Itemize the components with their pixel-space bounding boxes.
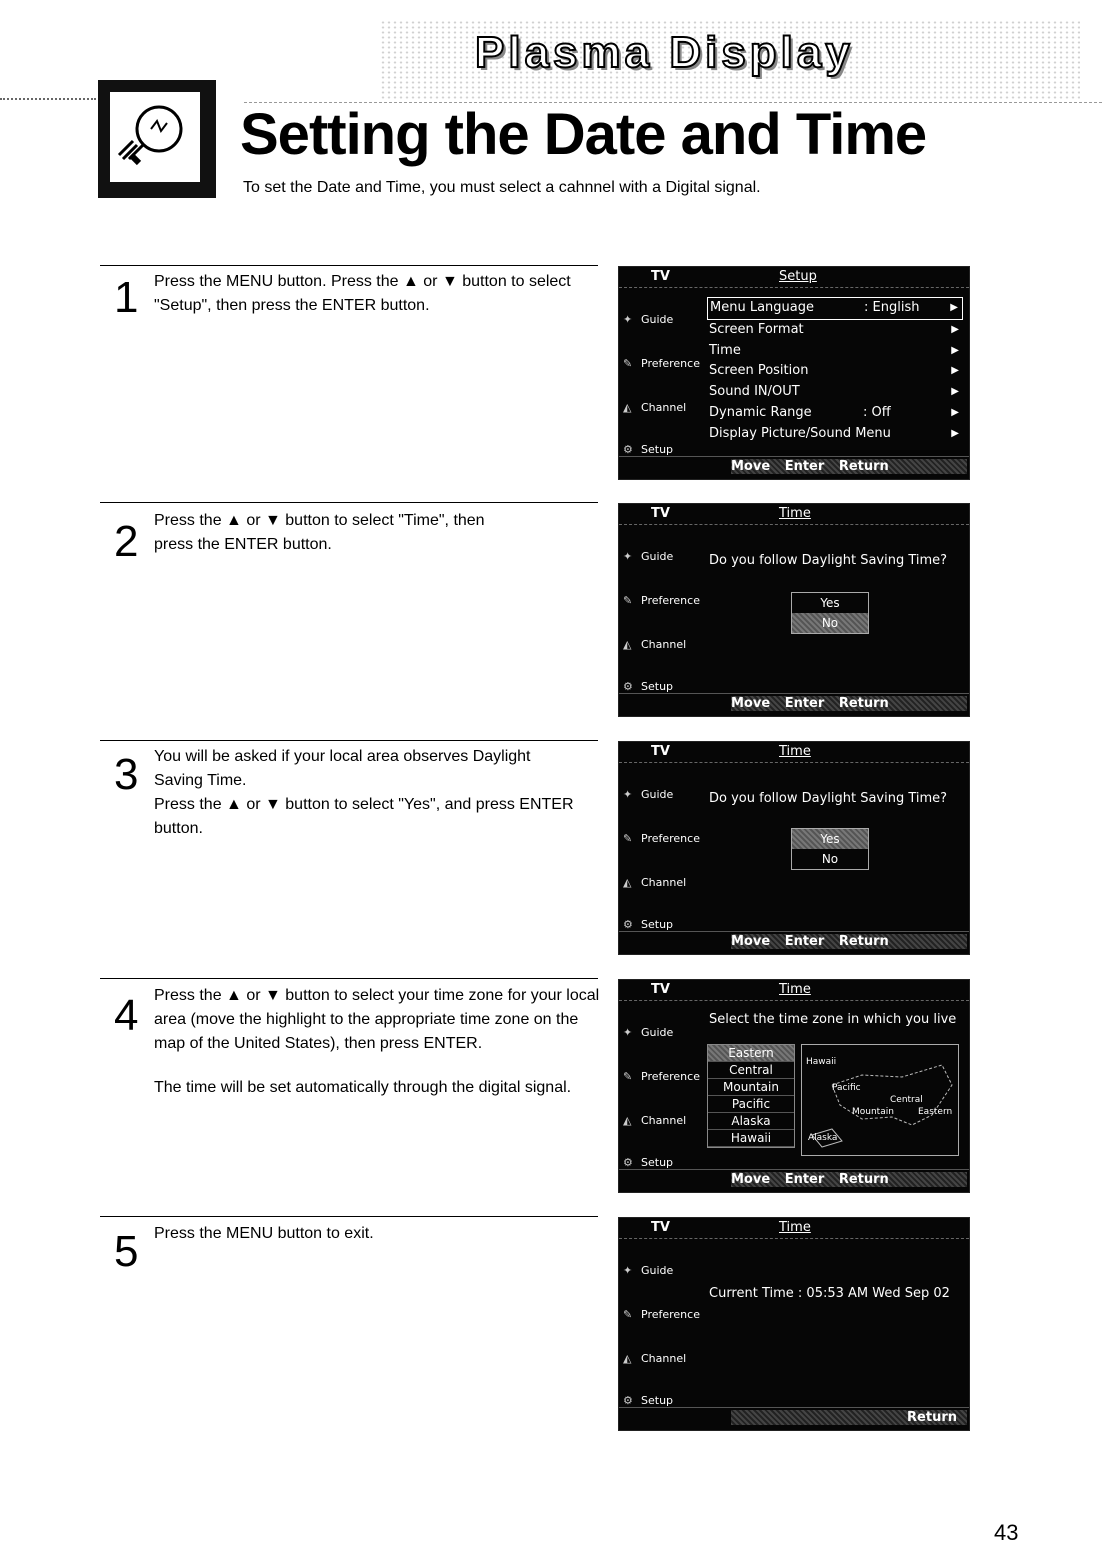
- step-divider: [100, 1216, 598, 1217]
- menu-item-display-picture-sound[interactable]: Display Picture/Sound Menu ▶: [707, 424, 963, 445]
- screen-footer: [619, 1169, 969, 1192]
- return-hint: Return: [838, 1172, 889, 1187]
- dst-choice-box: [791, 592, 869, 634]
- setup-icon: ⚙: [623, 1394, 633, 1407]
- screen-tv-label: TV: [651, 506, 670, 521]
- arrow-right-icon: ▶: [951, 365, 959, 377]
- step-text-line: Press the ▲ or ▼ button to select "Yes", and press ENTER button.: [154, 796, 574, 837]
- return-hint: Return: [838, 459, 889, 474]
- screen-tv-label: TV: [651, 269, 670, 284]
- step-divider: [100, 978, 598, 979]
- map-label-eastern: Eastern: [918, 1107, 953, 1117]
- preference-icon: ✎: [623, 832, 633, 845]
- setup-icon: ⚙: [623, 1156, 633, 1169]
- menu-item-screen-position[interactable]: Screen Position ▶: [707, 361, 963, 382]
- side-channel: ◭ Channel: [623, 1114, 687, 1127]
- step-text-line: Press the ▲ or ▼ button to select your time zone for your local area (move the highlight to the appropriate time zone on the map of the United States), then press ENTER.: [154, 987, 600, 1052]
- channel-icon: ◭: [623, 1352, 632, 1365]
- map-label-hawaii: Hawaii: [806, 1057, 837, 1067]
- choice-no[interactable]: No: [792, 613, 868, 633]
- arrow-right-icon: ▶: [951, 344, 959, 356]
- arrow-right-icon: ▶: [950, 302, 958, 313]
- screen-footer: [619, 456, 969, 479]
- enter-hint: Enter: [784, 934, 825, 949]
- side-guide: ✦ Guide: [623, 1264, 674, 1277]
- time-zone-prompt: Select the time zone in which you live: [709, 1012, 957, 1027]
- choice-yes[interactable]: Yes: [792, 829, 868, 849]
- setup-icon: ⚙: [623, 918, 633, 931]
- guide-icon: ✦: [623, 1026, 633, 1039]
- screen-title: Time: [779, 982, 811, 997]
- dst-question: Do you follow Daylight Saving Time?: [709, 791, 948, 806]
- menu-item-sound-in-out[interactable]: Sound IN/OUT ▶: [707, 382, 963, 403]
- channel-icon: ◭: [623, 638, 632, 651]
- side-setup: ⚙ Setup: [623, 1394, 674, 1407]
- screen-title: Setup: [779, 269, 817, 284]
- step-instructions: [154, 509, 504, 557]
- side-guide: ✦ Guide: [623, 550, 674, 563]
- side-channel: ◭ Channel: [623, 401, 687, 414]
- header-dotted-line: [0, 98, 96, 100]
- side-channel: ◭ Channel: [623, 1352, 687, 1365]
- choice-yes[interactable]: Yes: [820, 596, 840, 610]
- setup-menu-list: [707, 297, 963, 445]
- step-text-line: You will be asked if your local area observes Daylight Saving Time.: [154, 748, 531, 789]
- page-number: 43: [994, 1520, 1019, 1545]
- brand-logo: Plasma Display: [475, 28, 854, 77]
- arrow-right-icon: ▶: [951, 323, 959, 335]
- step-divider: [100, 740, 598, 741]
- setup-icon: ⚙: [623, 680, 633, 693]
- enter-hint: Enter: [784, 696, 825, 711]
- channel-icon: ◭: [623, 876, 632, 889]
- return-hint: Return: [838, 696, 889, 711]
- screen-footer: [619, 693, 969, 716]
- step-instructions: [154, 1222, 604, 1246]
- side-preference: ✎ Preference: [623, 357, 700, 370]
- screen-header: [619, 267, 969, 288]
- screen-tv-label: TV: [651, 744, 670, 759]
- tv-screen-current-time: [618, 1217, 970, 1431]
- arrow-right-icon: ▶: [951, 427, 959, 439]
- menu-item-time[interactable]: Time ▶: [707, 341, 963, 362]
- side-preference: ✎ Preference: [623, 1308, 700, 1321]
- step-text-line: Press the ▲ or ▼ button to select "Time", then press the ENTER button.: [154, 512, 485, 553]
- screen-footer: [619, 931, 969, 954]
- screen-title: Time: [779, 744, 811, 759]
- step-instructions: [154, 984, 604, 1100]
- guide-icon: ✦: [623, 550, 633, 563]
- map-label-mountain: Mountain: [852, 1107, 894, 1117]
- guide-icon: ✦: [623, 1264, 633, 1277]
- step-text-line: The time will be set automatically through the digital signal.: [154, 1079, 572, 1096]
- screen-title: Time: [779, 1220, 811, 1235]
- side-setup: ⚙ Setup: [623, 443, 674, 456]
- lightbulb-icon: [110, 92, 200, 182]
- tv-screen-time-dst: [618, 503, 970, 717]
- step-divider: [100, 502, 598, 503]
- step-text-line: Press the MENU button to exit.: [154, 1225, 374, 1242]
- map-label-alaska: Alaska: [808, 1133, 838, 1143]
- return-hint: Return: [907, 1410, 957, 1425]
- page-title: Setting the Date and Time: [240, 102, 927, 167]
- menu-item-dynamic-range[interactable]: Dynamic Range : Off ▶: [707, 403, 963, 424]
- arrow-right-icon: ▶: [951, 386, 959, 398]
- enter-hint: Enter: [784, 459, 825, 474]
- map-label-central: Central: [890, 1095, 923, 1105]
- dst-choice-box: [791, 828, 869, 870]
- time-zone-list: [707, 1044, 795, 1148]
- channel-icon: ◭: [623, 401, 632, 414]
- side-channel: ◭ Channel: [623, 638, 687, 651]
- side-preference: ✎ Preference: [623, 1070, 700, 1083]
- step-number: 2: [114, 517, 139, 566]
- guide-icon: ✦: [623, 788, 633, 801]
- screen-tv-label: TV: [651, 1220, 670, 1235]
- channel-icon: ◭: [623, 1114, 632, 1127]
- step-number: 3: [114, 750, 139, 799]
- move-hint: Move: [731, 1172, 771, 1187]
- step-instructions: [154, 745, 574, 841]
- dst-question: Do you follow Daylight Saving Time?: [709, 553, 948, 568]
- return-hint: Return: [838, 934, 889, 949]
- step-divider: [100, 265, 598, 266]
- move-hint: Move: [731, 459, 771, 474]
- choice-no[interactable]: No: [821, 852, 839, 866]
- tv-screen-time-zone: [618, 979, 970, 1193]
- preference-icon: ✎: [623, 357, 633, 370]
- side-guide: ✦ Guide: [623, 1026, 674, 1039]
- zone-mountain[interactable]: Mountain: [708, 1079, 794, 1096]
- preference-icon: ✎: [623, 1308, 633, 1321]
- enter-hint: Enter: [784, 1172, 825, 1187]
- arrow-right-icon: ▶: [951, 406, 959, 418]
- side-channel: ◭ Channel: [623, 876, 687, 889]
- setup-icon: ⚙: [623, 443, 633, 456]
- side-setup: ⚙ Setup: [623, 680, 674, 693]
- zone-eastern[interactable]: Eastern: [708, 1045, 794, 1062]
- move-hint: Move: [731, 934, 771, 949]
- side-setup: ⚙ Setup: [623, 918, 674, 931]
- screen-tv-label: TV: [651, 982, 670, 997]
- move-hint: Move: [731, 696, 771, 711]
- zone-hawaii[interactable]: Hawaii: [708, 1130, 794, 1147]
- side-guide: ✦ Guide: [623, 313, 674, 326]
- zone-pacific[interactable]: Pacific: [708, 1096, 794, 1113]
- side-guide: ✦ Guide: [623, 788, 674, 801]
- menu-item-menu-language[interactable]: Menu Language : English ▶: [707, 297, 963, 320]
- step-instructions: [154, 270, 604, 318]
- map-label-pacific: Pacific: [832, 1083, 861, 1093]
- preference-icon: ✎: [623, 594, 633, 607]
- step-number: 5: [114, 1227, 139, 1276]
- menu-item-screen-format[interactable]: Screen Format ▶: [707, 320, 963, 341]
- step-number: 4: [114, 991, 139, 1040]
- us-time-zone-map[interactable]: [801, 1044, 959, 1156]
- screen-title: Time: [779, 506, 811, 521]
- tv-screen-setup-menu: [618, 266, 970, 480]
- step-number: 1: [114, 273, 139, 322]
- step-text-line: Press the MENU button. Press the ▲ or ▼ button to select "Setup", then press the ENTER button.: [154, 273, 571, 314]
- page-subtitle: To set the Date and Time, you must select a cahnnel with a Digital signal.: [243, 179, 761, 196]
- guide-icon: ✦: [623, 313, 633, 326]
- tv-screen-time-dst-yes: [618, 741, 970, 955]
- side-preference: ✎ Preference: [623, 832, 700, 845]
- screen-footer: [619, 1407, 969, 1430]
- side-setup: ⚙ Setup: [623, 1156, 674, 1169]
- zone-central[interactable]: Central: [708, 1062, 794, 1079]
- zone-alaska[interactable]: Alaska: [708, 1113, 794, 1130]
- side-preference: ✎ Preference: [623, 594, 700, 607]
- current-time-readout: Current Time : 05:53 AM Wed Sep 02: [709, 1286, 950, 1301]
- preference-icon: ✎: [623, 1070, 633, 1083]
- tip-icon-box: [98, 80, 216, 198]
